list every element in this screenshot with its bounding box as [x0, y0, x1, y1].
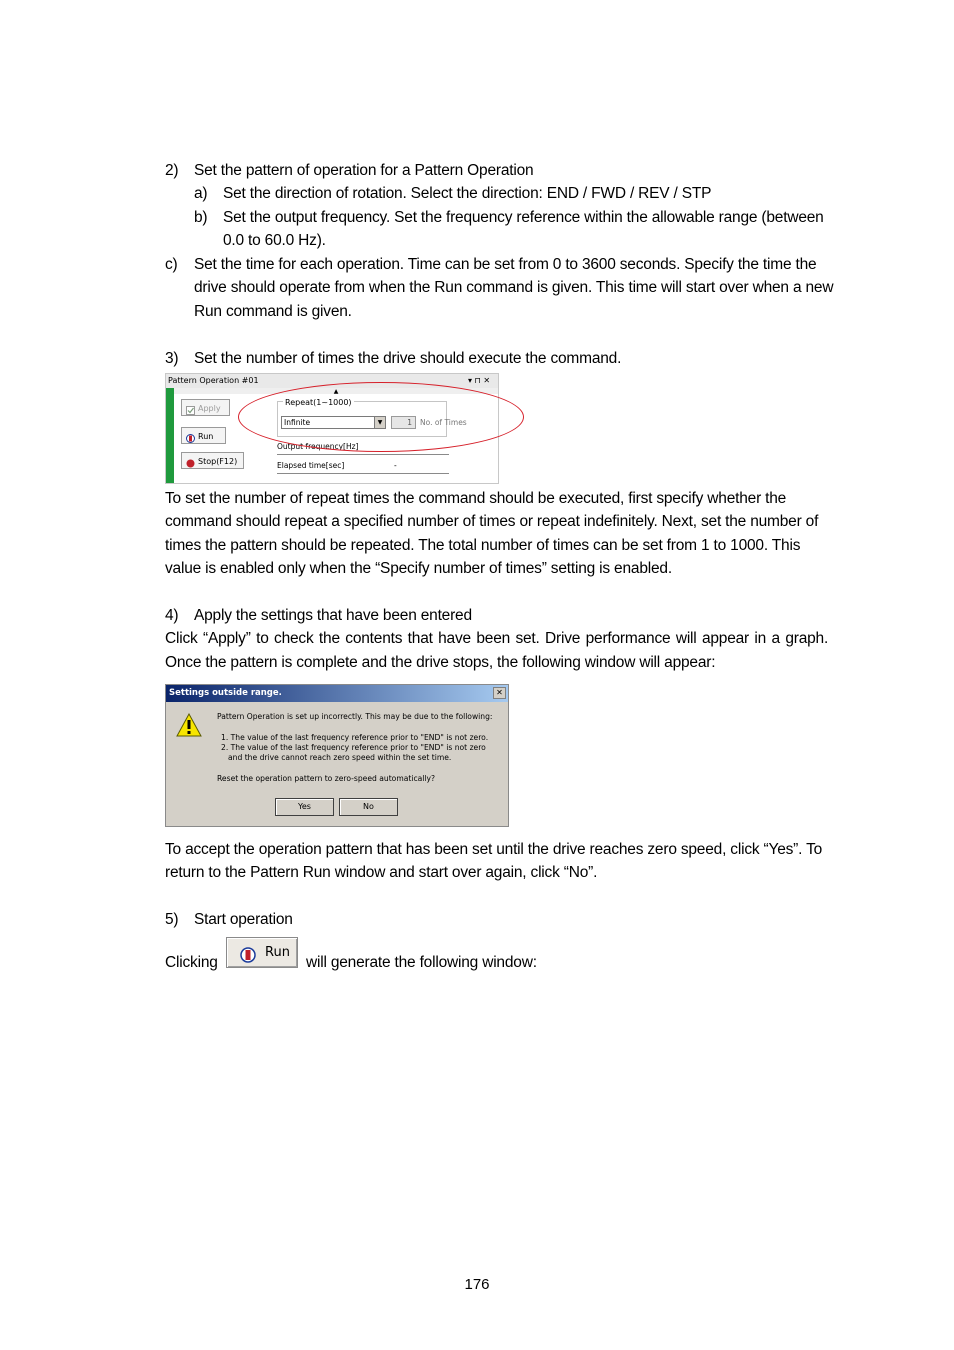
run-icon — [240, 945, 256, 961]
step-3-paragraph-line-2: command should repeat a specified number of times or repeat indefinitely. Next, set the number of — [165, 513, 819, 530]
step-2c-text-line-1: Set the time for each operation. Time can be set from 0 to 3600 seconds. Specify the time the — [194, 256, 817, 273]
dialog-message-line-2: 1. The value of the last frequency reference prior to "END" is not zero. — [221, 733, 489, 742]
apply-button[interactable] — [181, 399, 230, 416]
run-icon — [186, 432, 195, 441]
checkmark-icon — [186, 404, 195, 413]
step-2a-text: Set the direction of rotation. Select the direction: END / FWD / REV / STP — [223, 185, 712, 202]
step-4-number: 4) — [165, 607, 179, 624]
yes-button[interactable]: Yes — [275, 798, 334, 816]
repeat-mode-value: Infinite — [284, 418, 311, 427]
step-2-heading: Set the pattern of operation for a Pattern Operation — [194, 162, 534, 179]
highlight-ellipse — [238, 382, 524, 452]
stop-button[interactable] — [181, 452, 244, 469]
step-2-number: 2) — [165, 162, 179, 179]
dialog-message-line-5: Reset the operation pattern to zero-speed automatically? — [217, 774, 436, 783]
step-4-paragraph-line-4: return to the Pattern Run window and start over again, click “No”. — [165, 864, 598, 881]
close-icon[interactable]: ✕ — [493, 687, 506, 699]
step-5-after-text: will generate the following window: — [306, 954, 537, 971]
inline-run-button[interactable] — [226, 937, 298, 968]
step-3-paragraph-line-1: To set the number of repeat times the command should be executed, first specify whether the — [165, 490, 787, 507]
step-2c-text-line-2: drive should operate from when the Run command is given. This time will start over when a new — [194, 279, 834, 296]
panel-green-strip — [166, 388, 174, 483]
dialog-message-line-1: Pattern Operation is set up incorrectly. This may be due to the following: — [217, 712, 493, 721]
stop-button-label: Stop(F12) — [198, 457, 238, 466]
panel-title: Pattern Operation #01 — [166, 374, 498, 388]
repeat-count-input[interactable]: 1 — [391, 416, 416, 429]
step-4-paragraph-line-1: Click “Apply” to check the contents that have been set. Drive performance will appear in a graph. — [165, 630, 829, 647]
repeat-count-label: No. of Times — [420, 418, 467, 427]
apply-button-label: Apply — [198, 404, 221, 413]
dialog-title: Settings outside range. — [166, 685, 508, 702]
step-3-paragraph-line-4: value is enabled only when the “Specify number of times” setting is enabled. — [165, 560, 672, 577]
step-4-paragraph-line-2: Once the pattern is complete and the drive stops, the following window will appear: — [165, 654, 716, 671]
step-2c-letter: c) — [165, 256, 178, 273]
run-button[interactable] — [181, 427, 226, 444]
warning-icon — [176, 713, 202, 737]
step-5-clicking-text: Clicking — [165, 954, 218, 971]
panel-collapse-arrow-icon[interactable]: ▲ — [174, 388, 498, 394]
output-frequency-label: Output frequency[Hz] — [277, 442, 359, 451]
elapsed-time-value: - — [394, 461, 397, 470]
step-5-number: 5) — [165, 911, 179, 928]
step-2b-text-line-2: 0.0 to 60.0 Hz). — [223, 232, 326, 249]
page-number: 176 — [464, 1276, 490, 1293]
step-2b-text-line-1: Set the output frequency. Set the frequency reference within the allowable range (between — [223, 209, 824, 226]
step-3-number: 3) — [165, 350, 179, 367]
stop-icon — [186, 457, 195, 466]
step-2a-letter: a) — [194, 185, 208, 202]
divider — [277, 454, 449, 455]
divider — [277, 473, 449, 474]
panel-title-controls[interactable]: ▾ ⊓ ✕ — [468, 376, 491, 385]
dialog-message-line-3: 2. The value of the last frequency reference prior to "END" is not zero — [221, 743, 486, 752]
step-3-paragraph-line-3: times the pattern should be repeated. The total number of times can be set from 1 to 1000. This — [165, 537, 801, 554]
no-button[interactable]: No — [339, 798, 398, 816]
inline-run-button-label: Run — [265, 945, 290, 960]
step-2b-letter: b) — [194, 209, 208, 226]
step-5-heading: Start operation — [194, 911, 293, 928]
step-3-heading: Set the number of times the drive should execute the command. — [194, 350, 622, 367]
elapsed-time-label: Elapsed time[sec] — [277, 461, 345, 470]
settings-outside-range-dialog-screenshot — [165, 684, 509, 827]
repeat-group-label: Repeat(1~1000) — [285, 398, 352, 407]
run-button-label: Run — [198, 432, 214, 441]
dialog-message-line-4: and the drive cannot reach zero speed within the set time. — [228, 753, 452, 762]
step-4-heading: Apply the settings that have been entered — [194, 607, 472, 624]
chevron-down-icon[interactable]: ▼ — [374, 417, 385, 428]
step-4-paragraph-line-3: To accept the operation pattern that has been set until the drive reaches zero speed, click “Yes”. To — [165, 841, 823, 858]
step-2c-text-line-3: Run command is given. — [194, 303, 352, 320]
